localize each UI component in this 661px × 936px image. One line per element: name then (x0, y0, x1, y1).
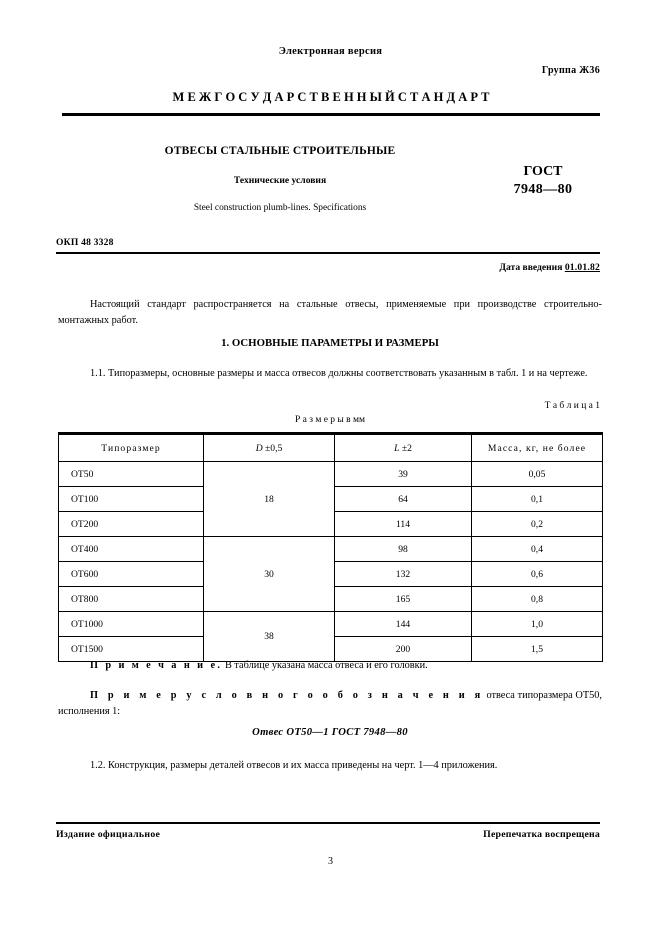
electronic-version-label: Электронная версия (278, 46, 383, 57)
table-body (59, 462, 603, 662)
example-label: П р и м е р у с л о в н о г о о б о з н а ч е н и я (90, 690, 484, 701)
length-tolerance: ±2 (399, 442, 412, 454)
cell-diameter: 38 (204, 612, 335, 662)
scope-paragraph: Настоящий стандарт распространяется на стальные отвесы, применяемые при производстве строительно-монтажных работ. (58, 299, 602, 326)
cell-mass: 1,5 (472, 637, 603, 662)
gost-label: ГОСТ (523, 164, 563, 179)
cell-length: 39 (335, 462, 472, 487)
gost-designation (478, 163, 608, 199)
cell-mass: 1,0 (472, 612, 603, 637)
example-text: отвеса типоразмера ОТ50, исполнения 1: (58, 690, 602, 717)
cell-typesize: ОТ100 (59, 487, 204, 512)
diameter-tolerance: ±0,5 (262, 442, 283, 454)
header-divider (62, 113, 600, 116)
cell-typesize: ОТ1500 (59, 637, 204, 662)
cell-length: 114 (335, 512, 472, 537)
example-designation-code: Отвес ОТ50—1 ГОСТ 7948—80 (252, 727, 408, 738)
document-subtitle: Технические условия (233, 175, 327, 186)
okp-divider (56, 252, 600, 254)
cell-typesize: ОТ400 (59, 537, 204, 562)
document-title-english: Steel construction plumb-lines. Specifications (193, 203, 367, 213)
okp-code: ОКП 48 3328 (56, 237, 114, 248)
cell-typesize: ОТ1000 (59, 612, 204, 637)
table-header-row (59, 434, 603, 462)
table-row (59, 612, 603, 637)
column-header-length (335, 434, 472, 462)
cell-mass: 0,8 (472, 587, 603, 612)
specifications-table (58, 432, 603, 662)
cell-length: 165 (335, 587, 472, 612)
cell-length: 200 (335, 637, 472, 662)
cell-diameter: 30 (204, 537, 335, 612)
cell-mass: 0,6 (472, 562, 603, 587)
column-header-typesize: Типоразмер (59, 434, 204, 462)
section-heading-1: 1. ОСНОВНЫЕ ПАРАМЕТРЫ И РАЗМЕРЫ (221, 337, 439, 349)
cell-mass: 0,2 (472, 512, 603, 537)
cell-length: 144 (335, 612, 472, 637)
cell-typesize: ОТ600 (59, 562, 204, 587)
gost-number: 7948—80 (513, 182, 573, 197)
note-text: В таблице указана масса отвеса и его головки. (222, 660, 428, 671)
table-row (59, 462, 603, 487)
cell-typesize: ОТ50 (59, 462, 204, 487)
note-paragraph (58, 660, 602, 671)
note-label: П р и м е ч а н и е. (90, 660, 223, 671)
clause-1-1: 1.1. Типоразмеры, основные размеры и масса отвесов должны соответствовать указанным в табл. 1 и на чертеже. (90, 368, 588, 379)
column-header-mass: Масса, кг, не более (472, 434, 603, 462)
introduction-date-value: 01.01.82 (564, 262, 600, 273)
table-units-caption: Р а з м е р ы в мм (294, 415, 366, 425)
table-row (59, 537, 603, 562)
standard-banner: М Е Ж Г О С У Д А Р С Т В Е Н Н Ы Й С Т А Н Д А Р Т (172, 90, 490, 104)
footer-edition-note: Издание официальное (56, 829, 161, 840)
page-title: ОТВЕСЫ СТАЛЬНЫЕ СТРОИТЕЛЬНЫЕ (164, 145, 396, 157)
cell-typesize: ОТ800 (59, 587, 204, 612)
footer-divider (56, 822, 600, 824)
clause-1-2: 1.2. Конструкция, размеры деталей отвесов и их масса приведены на черт. 1—4 приложения. (90, 760, 498, 771)
length-symbol: L (394, 442, 400, 454)
cell-length: 132 (335, 562, 472, 587)
cell-mass: 0,05 (472, 462, 603, 487)
cell-typesize: ОТ200 (59, 512, 204, 537)
introduction-date (300, 262, 600, 273)
group-code-label: Группа Ж36 (541, 65, 600, 76)
cell-length: 64 (335, 487, 472, 512)
cell-diameter: 18 (204, 462, 335, 537)
table-number-caption: Т а б л и ц а 1 (544, 401, 600, 411)
diameter-symbol: D (255, 442, 263, 454)
cell-mass: 0,4 (472, 537, 603, 562)
introduction-date-label: Дата введения (499, 262, 563, 273)
page-number: 3 (328, 856, 333, 867)
column-header-diameter (204, 434, 335, 462)
cell-length: 98 (335, 537, 472, 562)
cell-mass: 0,1 (472, 487, 603, 512)
footer-reprint-note: Перепечатка воспрещена (483, 829, 600, 840)
example-paragraph (58, 688, 602, 719)
